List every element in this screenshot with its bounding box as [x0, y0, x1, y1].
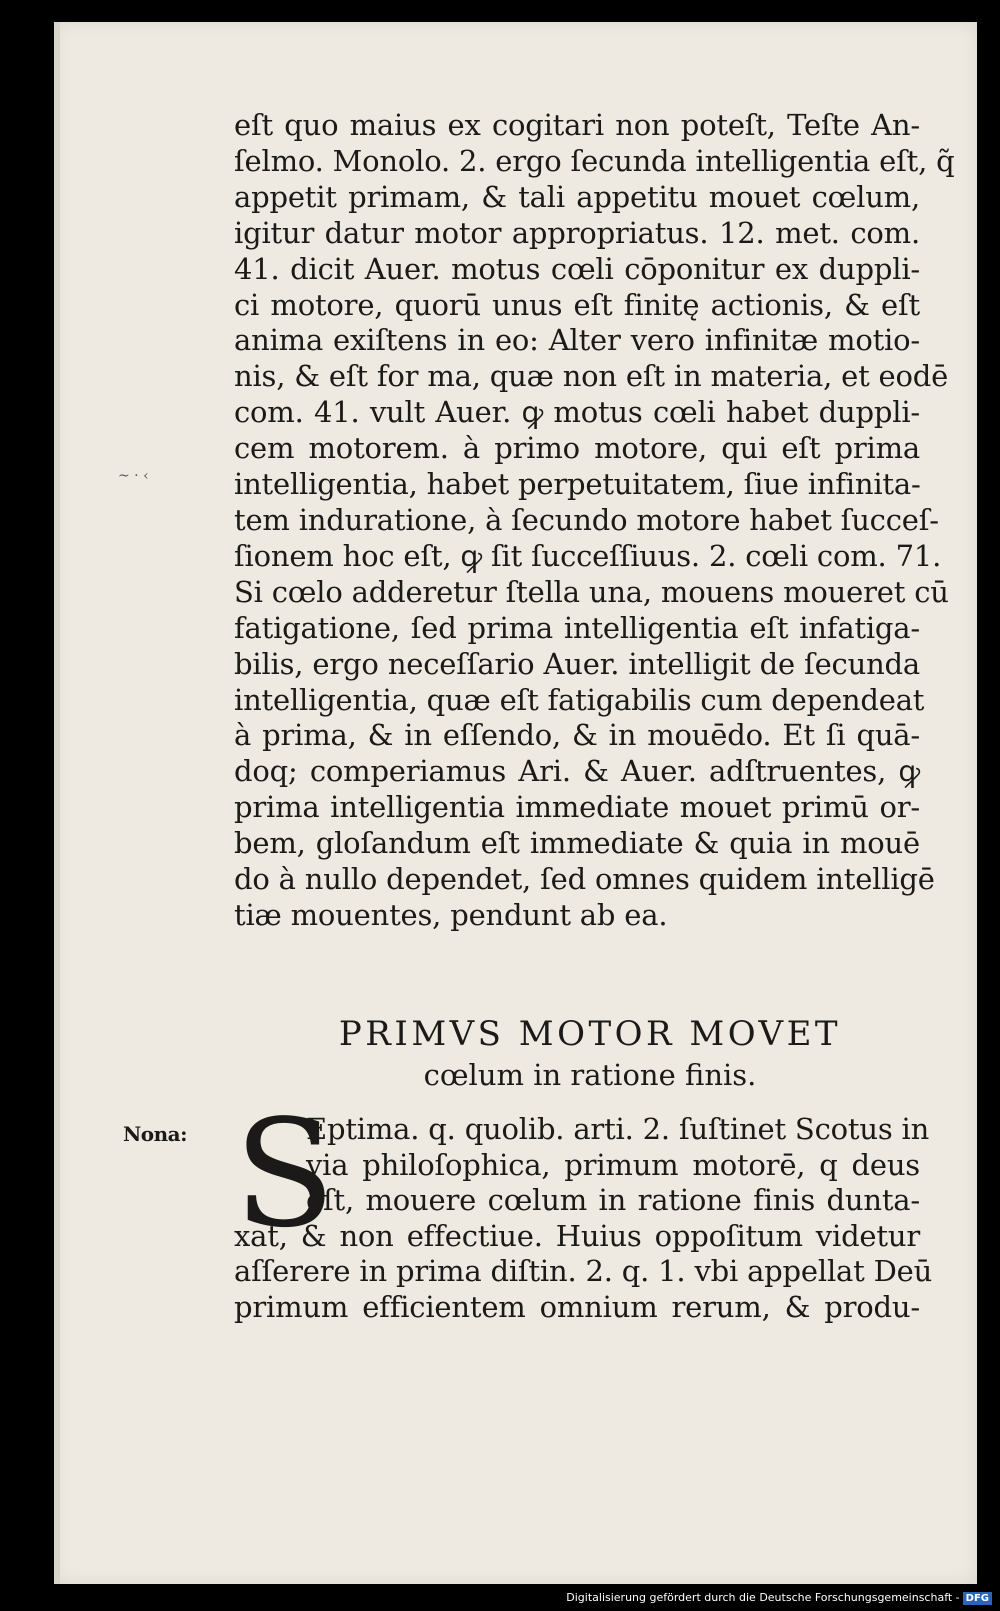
text-line: cem motorem. à primo motore, qui eſt prima: [234, 431, 920, 466]
section-heading: [260, 1012, 920, 1094]
text-line: via philoſophica, primum motorē, q deus: [306, 1147, 920, 1182]
digitization-credit: [566, 1591, 992, 1605]
text-line: Eptima. q. quolib. arti. 2. ſuſtinet Scotus in: [306, 1112, 930, 1146]
text-line: tiæ mouentes, pendunt ab ea.: [234, 897, 668, 932]
text-line: com. 41. vult Auer. ꝙ motus cœli habet duppli-: [234, 395, 920, 430]
text-line: eſt, mouere cœlum in ratione finis dunta-: [306, 1183, 920, 1217]
text-line: intelligentia, habet perpetuitatem, ſiue infinita-: [234, 467, 921, 502]
text-line: primum efficientem omnium rerum, & produ-: [234, 1289, 920, 1324]
margin-stray-mark: ~ · ‹: [118, 468, 149, 484]
text-line: do à nullo dependet, ſed omnes quidem intelligē: [234, 862, 935, 897]
text-line: xat, & non effectiue. Huius oppoſitum videtur: [234, 1218, 920, 1253]
main-text-block: [234, 108, 955, 934]
text-line: nis, & eſt for ma, quæ non eſt in materia, et eodē: [234, 359, 949, 394]
text-line: fatigatione, ſed prima intelligentia eſt infatiga-: [234, 610, 920, 645]
credit-text: Digitalisierung gefördert durch die Deutsche Forschungsgemeinschaft -: [566, 1591, 960, 1604]
text-line: 41. dicit Auer. motus cœli cōponitur ex duppli-: [234, 251, 920, 286]
paragraph-block: [234, 1088, 933, 1325]
text-line: igitur datur motor appropriatus. 12. met. com.: [234, 215, 920, 250]
drop-cap: S: [234, 1088, 336, 1260]
text-line: tem induratione, à ſecundo motore habet ſucceſ-: [234, 502, 939, 537]
text-line: ſelmo. Monolo. 2. ergo ſecunda intelligentia eſt, q̃: [234, 143, 955, 178]
text-line: anima exiſtens in eo: Alter vero infinitæ motio-: [234, 323, 920, 358]
page-gutter-edge: [54, 22, 60, 1584]
text-line: ci motore, quorū unus eſt finitę actionis, & eſt: [234, 287, 920, 322]
text-line: eſt quo maius ex cogitari non poteſt, Teſte An-: [234, 108, 920, 142]
text-line: Si cœlo adderetur ſtella una, mouens moueret cū: [234, 574, 949, 609]
heading-title: PRIMVS MOTOR MOVET: [338, 1014, 842, 1054]
text-line: aſſerere in prima diſtin. 2. q. 1. vbi appellat Deū: [234, 1254, 933, 1288]
margin-note: Nona:: [123, 1122, 188, 1146]
text-line: intelligentia, quæ eſt fatigabilis cum dependeat: [234, 682, 925, 717]
text-line: à prima, & in eſſendo, & in mouēdo. Et ſi quā-: [234, 718, 920, 753]
text-line: appetit primam, & tali appetitu mouet cœlum,: [234, 179, 920, 214]
text-line: bem, gloſandum eſt immediate & quia in mouē: [234, 826, 920, 861]
text-line: doq; comperiamus Ari. & Auer. adſtruentes, ꝙ: [234, 754, 920, 789]
text-line: bilis, ergo neceſſario Auer. intelligit de ſecunda: [234, 646, 920, 681]
dfg-logo-icon: DFG: [963, 1592, 992, 1605]
text-line: prima intelligentia immediate mouet primū or-: [234, 790, 920, 825]
text-line: ſionem hoc eſt, ꝙ ſit ſucceſſiuus. 2. cœli com. 71.: [234, 538, 942, 573]
heading-subtitle: cœlum in ratione finis.: [423, 1058, 757, 1092]
